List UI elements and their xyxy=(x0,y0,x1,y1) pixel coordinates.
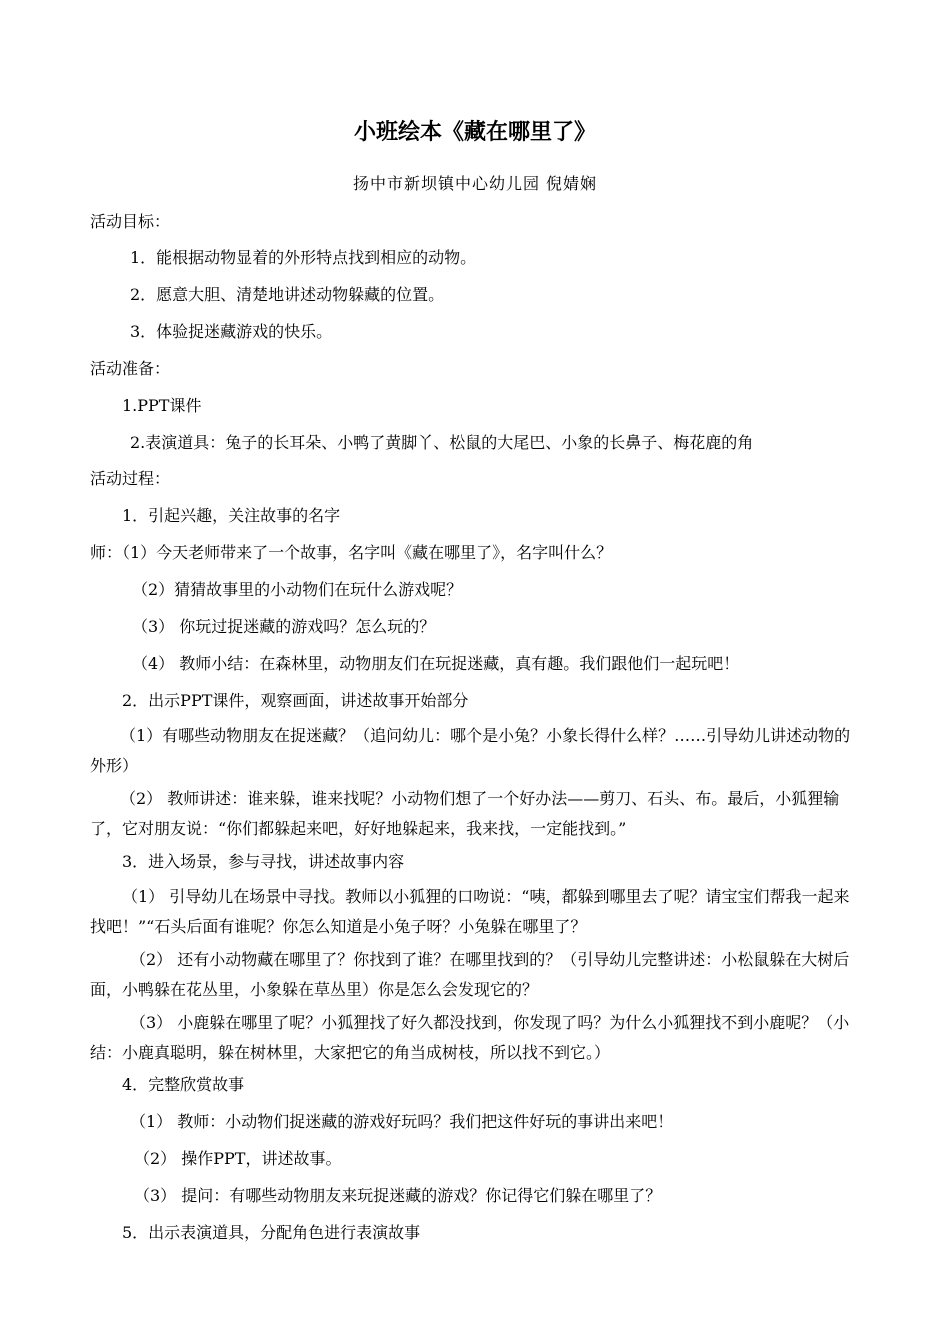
step-2-heading: 2．出示PPT课件，观察画面，讲述故事开始部分 xyxy=(122,691,469,710)
step-3-paragraph-1: （1） 引导幼儿在场景中寻找。教师以小狐狸的口吻说：“咦，都躲到哪里去了呢？请宝宝们帮我一起来找吧！”“石头后面有谁呢？你怎么知道是小兔子呀？小兔躲在哪里了？ xyxy=(90,887,850,936)
step-2-paragraph-2: （2） 教师讲述：谁来躲，谁来找呢？小动物们想了一个好办法——剪刀、石头、布。最后，小狐狸输了，它对朋友说：“你们都躲起来吧，好好地躲起来，我来找，一定能找到。” xyxy=(90,789,840,838)
document-title: 小班绘本《藏在哪里了》 xyxy=(353,120,596,145)
step-1-question-3: （3） 你玩过捉迷藏的游戏吗？怎么玩的？ xyxy=(132,617,436,636)
prep-item-1: 1.PPT课件 xyxy=(122,396,202,415)
step-1-question-2: （2）猜猜故事里的小动物们在玩什么游戏呢？ xyxy=(132,580,463,599)
prep-heading: 活动准备： xyxy=(90,359,171,378)
step-3-paragraph-3: （3） 小鹿躲在哪里了呢？小狐狸找了好久都没找到，你发现了吗？为什么小狐狸找不到小鹿呢？（小结：小鹿真聪明，躲在树林里，大家把它的角当成树枝，所以找不到它。） xyxy=(90,1013,850,1062)
goal-item-1: 1．能根据动物显着的外形特点找到相应的动物。 xyxy=(130,248,477,267)
step-1-heading: 1．引起兴趣，关注故事的名字 xyxy=(122,506,341,525)
step-4-question-2: （2） 操作PPT，讲述故事。 xyxy=(134,1149,342,1168)
step-3-paragraph-2: （2） 还有小动物藏在哪里了？你找到了谁？在哪里找到的？（引导幼儿完整讲述：小松鼠躲在大树后面，小鸭躲在花丛里，小象躲在草丛里）你是怎么会发现它的？ xyxy=(90,950,850,999)
prep-item-2: 2.表演道具：兔子的长耳朵、小鸭了黄脚丫、松鼠的大尾巴、小象的长鼻子、梅花鹿的角 xyxy=(130,433,754,452)
step-2-paragraph-1: （1）有哪些动物朋友在捉迷藏？（追问幼儿：哪个是小兔？小象长得什么样？……引导幼儿讲述动物的外形） xyxy=(90,726,851,775)
step-5-heading: 5．出示表演道具，分配角色进行表演故事 xyxy=(122,1223,421,1242)
step-4-heading: 4．完整欣赏故事 xyxy=(122,1075,245,1094)
goals-heading: 活动目标： xyxy=(90,212,171,231)
step-1-summary: （4） 教师小结：在森林里，动物朋友们在玩捉迷藏，真有趣。我们跟他们一起玩吧！ xyxy=(132,654,740,673)
goal-item-3: 3．体验捉迷藏游戏的快乐。 xyxy=(130,322,333,341)
step-1-question-1: 师：（1）今天老师带来了一个故事，名字叫《藏在哪里了》，名字叫什么？ xyxy=(90,543,613,562)
step-3-heading: 3．进入场景，参与寻找，讲述故事内容 xyxy=(122,852,405,871)
author-line: 扬中市新坝镇中心幼儿园 倪婧娴 xyxy=(352,174,598,193)
step-4-question-3: （3） 提问：有哪些动物朋友来玩捉迷藏的游戏？你记得它们躲在哪里了？ xyxy=(134,1186,662,1205)
step-4-question-1: （1） 教师：小动物们捉迷藏的游戏好玩吗？我们把这件好玩的事讲出来吧！ xyxy=(130,1112,674,1131)
process-heading: 活动过程： xyxy=(90,469,171,488)
goal-item-2: 2．愿意大胆、清楚地讲述动物躲藏的位置。 xyxy=(130,285,445,304)
